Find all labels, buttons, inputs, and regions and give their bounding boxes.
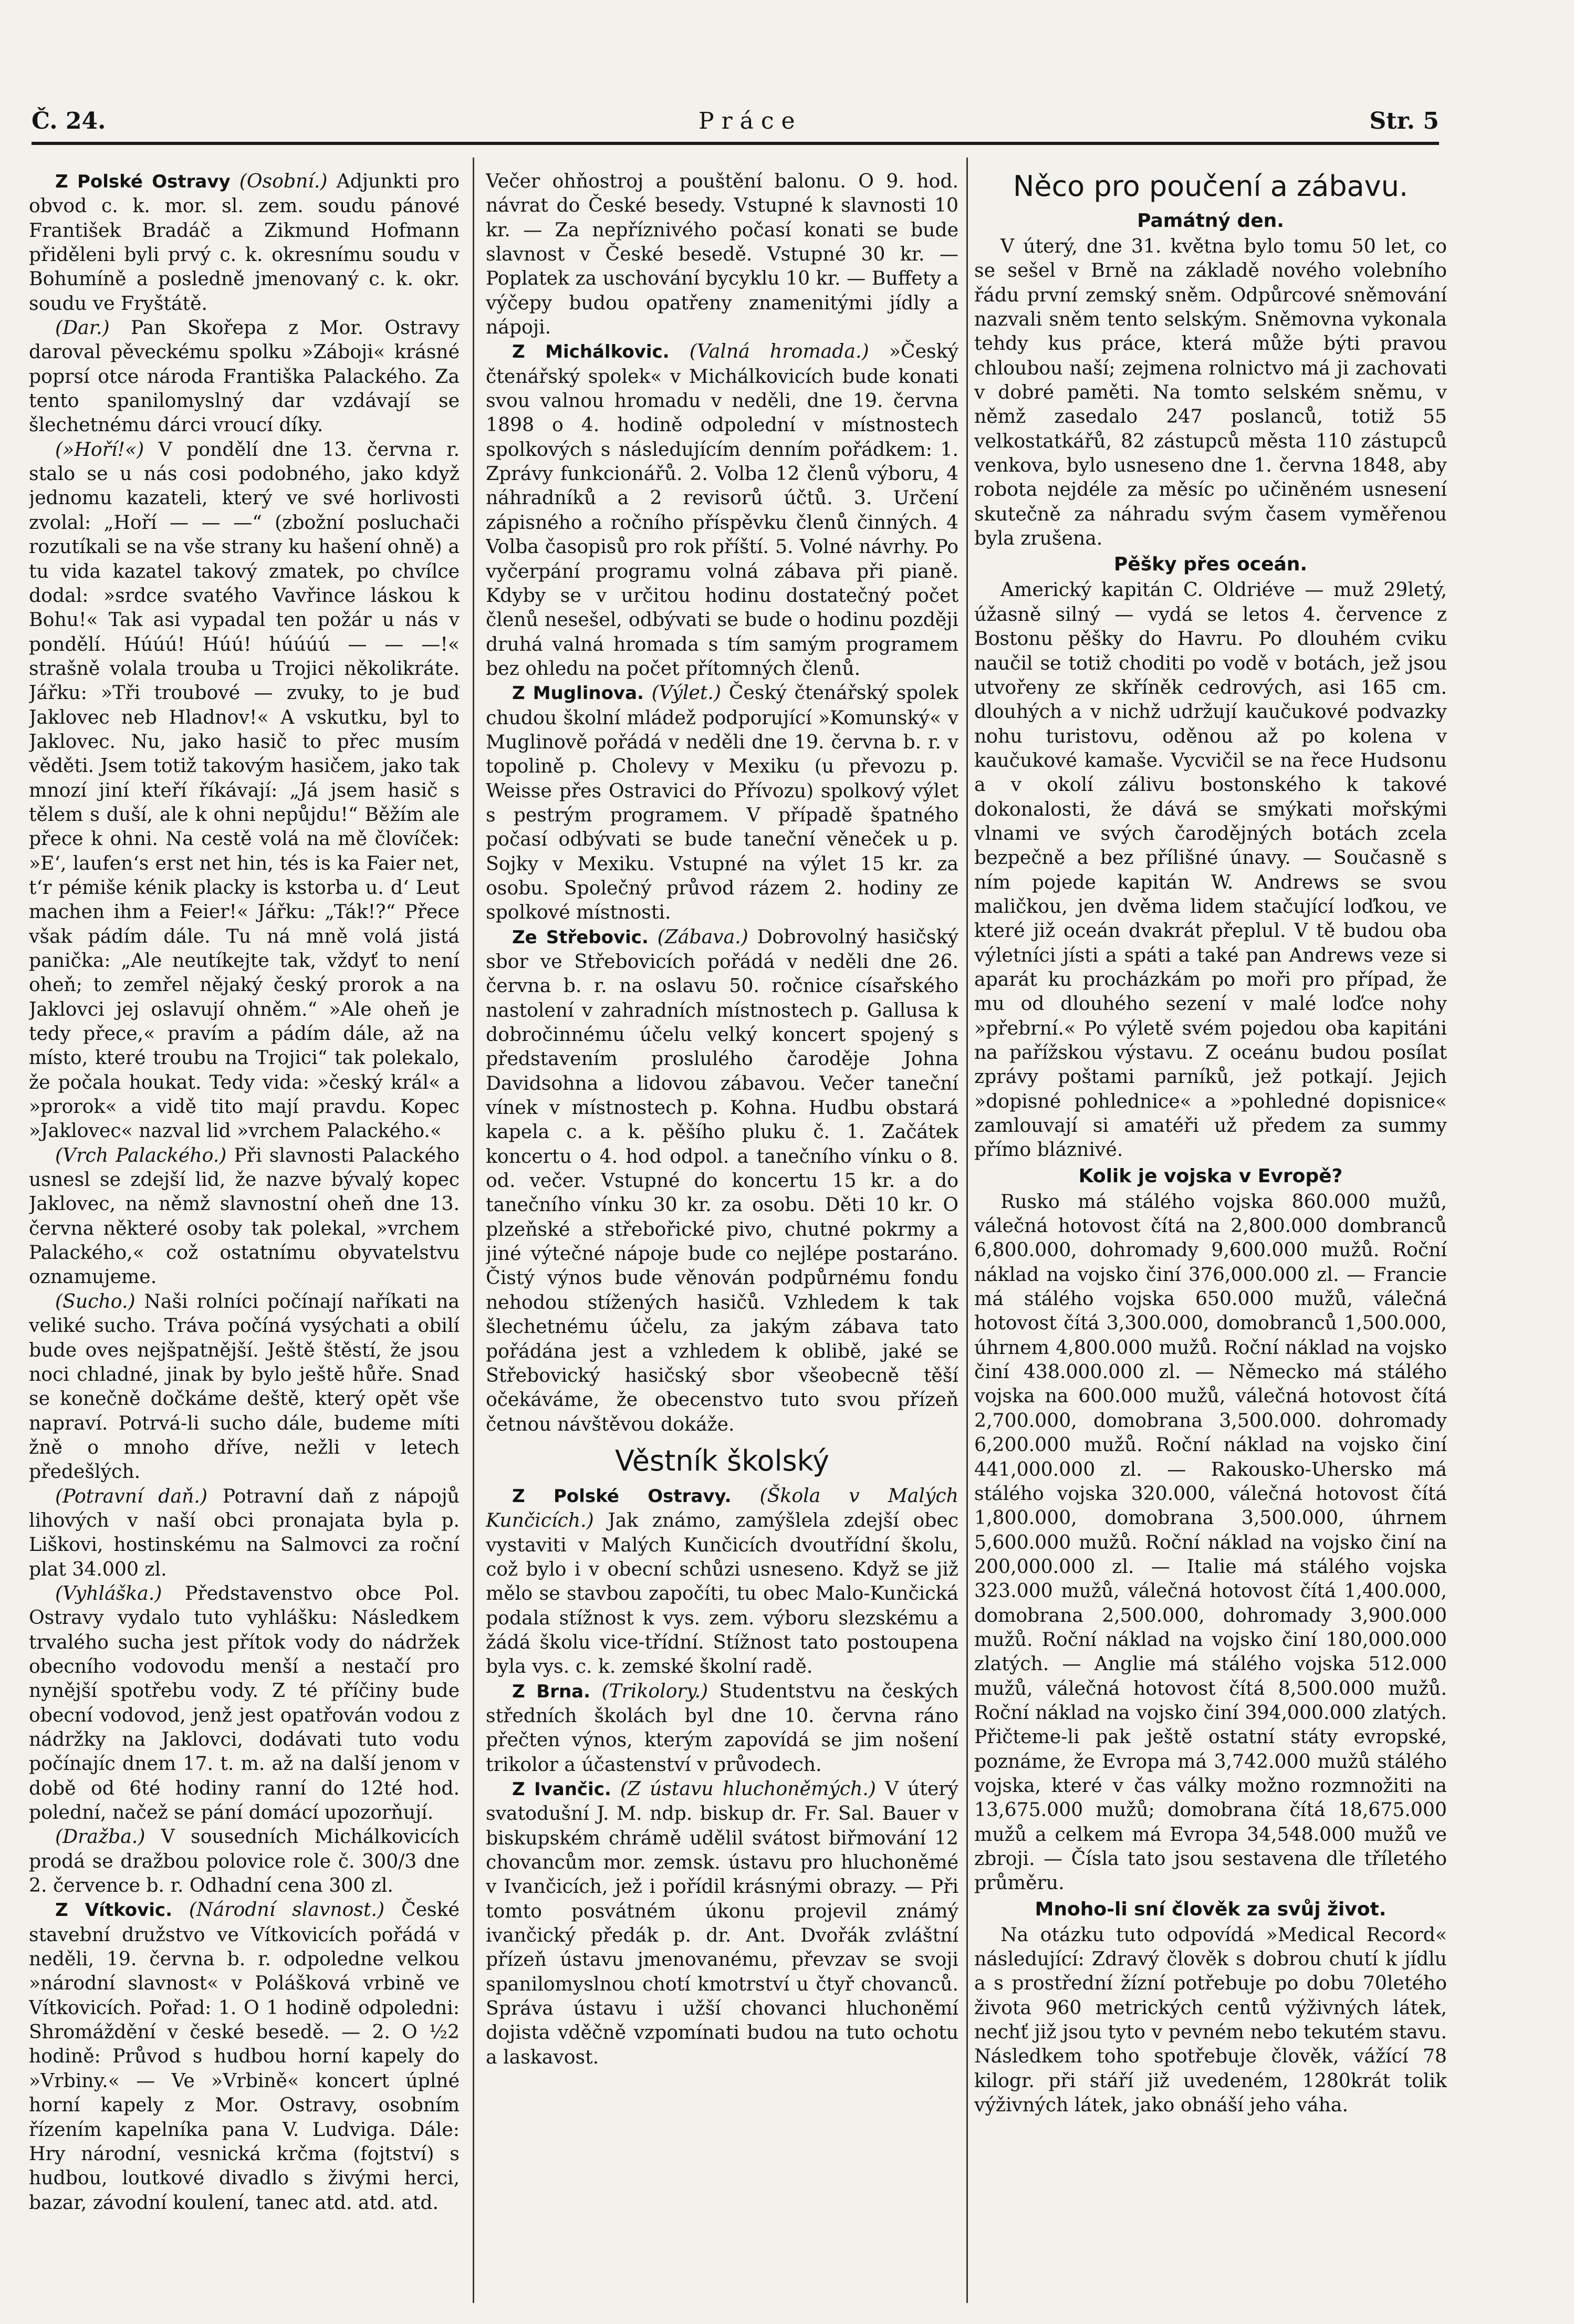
section-title: Věstník školský xyxy=(615,1444,829,1477)
column-divider xyxy=(473,158,474,2303)
article-paragraph: V úterý, dne 31. května bylo tomu 50 let, co se sešel v Brně na základě nového volebního řádu první zemský sněm. Odpůrcové sněmování nazvali sněm tento selským. Sněmovna vykonala tehdy kus práce, která může býti pravou chloubou naší; zejmena rolnictvo má ji zachovati v dobré paměti. Na tomto selském sněmu, v němž zasedalo 247 poslanců, totiž 55 velkostatkářů, 82 zástupců města 110 zástupců venkova, bylo usneseno dne 1. června 1848, aby robota nejdéle za měsíc po učiněném usnesení skutečně za náhradu svým časem vyměřenou byla zrušena. xyxy=(974,235,1447,550)
item-subject: (Trikolory.) xyxy=(601,1679,708,1702)
item-subject: (Dar.) xyxy=(55,316,110,339)
item-subject: (Z ústavu hluchoněmých.) xyxy=(620,1777,876,1800)
article-paragraph: Na otázku tuto odpovídá »Medical Record« následující: Zdravý člověk s dobrou chutí k jídlu a s prostřední žízní potřebuje po dobu 70letého života 960 metrických centů výživných látek, nechť již jsou tyto v pevném nebo tekutém stavu. Následkem toho spotřebuje člověk, vážící 78 kilogr. při stáří již uvedeném, 1280krát tolik výživných látek, jako obnáší jeho váha. xyxy=(974,1923,1447,2117)
article-heading: Kolik je vojska v Evropě? xyxy=(1078,1165,1343,1187)
column-3 xyxy=(974,169,1447,2312)
item-place: Z Polské Ostravy xyxy=(55,171,231,192)
item-place: Z Vítkovic. xyxy=(55,1900,172,1921)
news-item xyxy=(29,1143,460,1289)
item-subject: (Vyhláška.) xyxy=(55,1581,162,1604)
item-subject: (Výlet.) xyxy=(651,681,722,704)
news-item xyxy=(29,1898,460,2214)
article-heading: Mnoho-li sní člověk za svůj život. xyxy=(1035,1898,1387,1920)
item-subject: (Sucho.) xyxy=(55,1289,135,1312)
item-subject: (Vrch Palackého.) xyxy=(55,1143,227,1166)
item-subject: (»Hoří!«) xyxy=(55,437,144,461)
item-text: V sousedních Michálkovicích prodá se dražbou polovice role č. 300/3 dne 2. července b. r. Odhadní cena 300 zl. xyxy=(29,1825,460,1897)
news-item xyxy=(486,339,958,681)
item-text: Naši rolníci počínají naříkati na veliké sucho. Tráva počíná vysýchati a obilí bude oves nejšpatnější. Ještě štěstí, že jsou noci chladné, jinak by bylo ještě hůře. Snad se konečně dočkáme deště, který opět vše napraví. Potrvá-li sucho dále, budeme míti žně o mnoho dříve, nežli v letech předešlých. xyxy=(29,1289,460,1483)
item-text: »Český čtenářský spolek« v Michálkovicích bude konati svou valnou hromadu v neděli, dne 19. června 1898 o 4. hodině odpolední v místnostech spolkových s následujícím denním pořádkem: 1. Zprávy funkcionářů. 2. Volba 12 členů výboru, 4 náhradníků a 2 revisorů účtů. 3. Určení zápisného a ročního příspěvku členů činných. 4 Volba časopisů pro rok příští. 5. Volné návrhy. Po vyčerpání programu volná zábava při pianě. Kdyby se v určitou hodinu dostatečný počet členů nesešel, odbývati se bude o hodinu později druhá valná hromada s tím samým programem bez ohledu na počet přítomných členů. xyxy=(486,340,958,680)
news-item xyxy=(29,1484,460,1581)
news-item xyxy=(29,1581,460,1825)
item-subject: (Valná hromada.) xyxy=(689,340,869,363)
item-place: Z Muglinova. xyxy=(512,683,644,704)
item-place: Ze Střebovic. xyxy=(512,926,649,948)
article-heading: Pěšky přes oceán. xyxy=(1113,554,1308,576)
item-text: Večer ohňostroj a pouštění balonu. O 9. hod. návrat do České besedy. Vstupné k slavnosti 10 kr. — Za nepříznivého počasí konati se bude slavnost v České besedě. Vstupné 30 kr. — Poplatek za uschování bycyklu 10 kr. — Buffety a výčepy budou opatřeny znamenitými jídly a nápoji. xyxy=(486,170,958,339)
news-item xyxy=(29,169,460,316)
item-text: Pan Skořepa z Mor. Ostravy daroval pěveckému spolku »Záboji« krásné poprsí otce národa Františka Palackého. Za tento spanilomyslný dar vzdávají se šlechetnému dárci vroucí díky. xyxy=(29,316,460,436)
item-text: Český čtenářský spolek chudou školní mládež podporující »Komunský« v Muglinově pořádá v neděli dne 19. června b. r. v topolině p. Cholevy v Mexiku (u převozu p. Weisse přes Ostravici do Přívozu) spolkový výlet s pestrým programem. V případě špatného počasí odbývati se bude taneční věneček u p. Sojky v Mexiku. Vstupné na výlet 15 kr. za osobu. Společný průvod rázem 2. hodiny ze spolkové místnosti. xyxy=(486,681,958,924)
item-place: Z Ivančic. xyxy=(512,1779,611,1800)
header-rule xyxy=(32,142,1439,145)
column-2 xyxy=(486,169,958,2312)
news-item xyxy=(29,1289,460,1484)
item-subject: (Osobní.) xyxy=(239,170,328,192)
news-item xyxy=(486,1679,958,1777)
news-item xyxy=(486,169,958,339)
item-text: Při slavnosti Palackého usnesl se zdejší lid, že nazve bývalý kopec Jaklovec, na němž slavnostní oheň dne 13. června některé osoby tak polekal, »vrchem Palackého,« což ostatnímu obyvatelstvu oznamujeme. xyxy=(29,1143,460,1288)
item-text: V pondělí dne 13. června r. stalo se u nás cosi podobného, jako když jednomu kazateli, který ve své horlivosti zvolal: „Hoří — — —“ (zbožní posluchači rozutíkali se na vše strany ku hašení ohně) a tu vida kazatel takový zmatek, po chvílce dodal: »srdce svatého Vavřince láskou k Bohu!« Tak asi vypadal ten požár u nás v pondělí. Húúú! Húú! húúúú — — —!« strašně volala trouba u Trojici několikráte. Jářku: »Tři troubové — zvuky, to je buď Jaklovec neb Hladnov!« A vskutku, byl to Jaklovec. Nu, jako hasič to přec musím věděti. Jsem totiž takovým hasičem, jako tak mnozí jiní kteří říkávají: „Já jsem hasič s tělem s duší, ale k ohni nepůjdu!“ Běžím ale přece k ohni. Na cestě volá na mě človíček: »E‘, laufen‘s erst net hin, tés is ka Faier net, t‘r pémiše kénik placky is kstorba u. d‘ Leut machen ihm a Feier!« Jářku: „Ták!?“ Přece však pádím dále. Tu ná mně volá jistá panička: „Ale neutíkejte tak, vždyť to není oheň; to zemřel nějaký český prorok a na Jaklovci jej oslavují ohněm.“ »Ale oheň je tedy přece,« pravím a pádím dále, až na místo, které troubu na Trojici“ tak polekalo, že počala houkat. Tedy vida: »český král« a »prorok« a vidě tito mají pravdu. Kopec »Jaklovec« nazval lid »vrchem Palackého.« xyxy=(29,437,460,1142)
item-subject: (Národní slavnost.) xyxy=(189,1898,385,1921)
item-subject: (Dražba.) xyxy=(55,1825,145,1848)
section-title: Něco pro poučení a zábavu. xyxy=(1013,170,1409,203)
column-divider xyxy=(966,158,968,2303)
item-text: Jak známo, zamýšlela zdejší obec vystaviti v Malých Kunčicích dvoutřídní školu, což bylo i v obecní schůzi usneseno. Když se již mělo se stavbou započíti, tu obec Malo-Kunčická podala stížnost k vys. zem. výboru slezskému a žádá školu vice-třídní. Stížnost tato postoupena byla vys. c. k. zemské školní radě. xyxy=(486,1509,958,1678)
item-text: České stavební družstvo ve Vítkovicích pořádá v neděli, 19. června b. r. odpoledne velkou »národní slavnost« v Polášková vrbině ve Vítkovicích. Pořad: 1. O 1 hodině odpoledni: Shromáždění v české besedě. — 2. O ½2 hodině: Průvod s hudbou horní kapely do »Vrbiny.« — Ve »Vrbině« koncert úplné horní kapely z Mor. Ostravy, osobním řízením kapelníka pana V. Ludviga. Dále: Hry národní, vesnická krčma (fojtství) s hudbou, loutkové divadlo s živými herci, bazar, závodní koulení, tanec atd. atd. atd. xyxy=(29,1898,460,2214)
article-paragraph: Americký kapitán C. Oldriéve — muž 29letý, úžasně silný — vydá se letos 4. července z Bostonu pěšky do Havru. Po dlouhém cviku naučil se totiž choditi po vodě v botách, jež jsou utvořeny ze skříněk cedrových, asi 165 cm. dlouhých a v nichž udržují kaučukové podvazky nohu turistovu, oděnou až po kolena v kaučukové kamaše. Vycvičil se na řece Hudsonu a v okolí zálivu bostonského k takové dokonalosti, že dává se smýkati mořskými vlnami ve svých čarodějných botách zcela bezpečně a bez přílišné únavy. — Současně s ním pojede kapitán W. Andrews se svou maličkou, jen dvěma lidem stačující loďkou, ve které již oceán dvakrát přeplul. V tě budou oba výletníci jísti a spáti a také pan Andrews veze si aparát ku procházkám po moři pro případ, že mu od dlouhého sezení v malé loďce nohy »přebrní.« Po výletě svém pojedou oba kapitáni na pařížskou výstavu. Z oceánu budou posílat zprávy poštami parníků, jež potkají. Jejich »dopisné pohlednice« a »pohledné dopisnice« zamlouvají si amatéři už předem za summy přímo bláznivé. xyxy=(974,578,1447,1161)
item-text: V úterý svatodušní J. M. ndp. biskup dr. Fr. Sal. Bauer v biskupském chrámě udělil svátost biřmování 12 chovancům mor. zemsk. ústavu pro hluchoněmé v Ivančicích, jež i pořídil krásnými obrazy. — Při tomto posvátném úkonu projevil známý ivančický předák p. dr. Ant. Dvořák zvláštní přízeň ústavu jmenovanému, převzav se svoji spanilomyslnou chotí kmotrství u čtyř chovanců. Správa ústavu i užší chovanci hluchoněmí dojista vděčně vzpomínati budou na tuto ochotu a laskavost. xyxy=(486,1777,958,2068)
item-text: Dobrovolný hasičský sbor ve Střebovicích pořádá v neděli dne 26. června b. r. na oslavu 50. ročnice císařského nastolení v zahradních místnostech p. Gallusa k dobročinnému účelu velký koncert spojený s představením proslulého čaroděje Johna Davidsohna a lidovou zábavou. Večer taneční vínek v místnostech p. Kohna. Hudbu obstará kapela c. a k. pěšího pluku č. 1. Začátek koncertu o 4. hod odpol. a tanečního vínku o 8. od. večer. Vstupné do koncertu 15 kr. a do tanečního vínku 30 kr. za osobu. Děti 10 kr. O plzeňské a střebořické pivo, chutné pokrmy a jiné výtečné nápoje bude co nejlépe postaráno. Čistý výnos bude věnován podpůrnému fondu nehodou stížených hasičů. Vzhledem k tak šlechetnému účelu, za jakým zábava tato pořádána jest a vzhledem k oblibě, jaké se Střebovický hasičský sbor všeobecně těší očekáváme, že obecenstvo tuto svou přízeň četnou návštěvou dokáže. xyxy=(486,925,958,1435)
item-subject: (Škola v Malých Kunčicích.) xyxy=(486,1484,958,1532)
news-item xyxy=(29,1825,460,1898)
news-item xyxy=(486,1484,958,1679)
news-item xyxy=(486,925,958,1436)
item-place: Z Polské Ostravy. xyxy=(512,1485,732,1507)
item-text: Potravní daň z nápojů lihových v naší obci pronajata byla p. Liškovi, hostinskému na Salmovci za roční plat 34.000 zl. xyxy=(29,1484,460,1580)
item-subject: (Potravní daň.) xyxy=(55,1484,207,1507)
item-subject: (Zábava.) xyxy=(657,925,748,948)
item-place: Z Brna. xyxy=(512,1681,591,1702)
item-text: Představenstvo obce Pol. Ostravy vydalo tuto vyhlášku: Následkem trvalého sucha jest přítok vody do nádržek obecního vodovodu menší a nestačí pro nynější spotřebu vody. Z té příčiny bude obecní vodovod, jenž jest opatřován vodou z nádržky na Jaklovci, dodávati tuto vodu počínajíc dnem 17. t. m. až na další jenom v době od 6té hodiny ranní do 12té hod. polední, načež se pání domácí upozorňují. xyxy=(29,1581,460,1824)
article-heading: Památný den. xyxy=(1137,210,1284,232)
issue-number: Č. 24. xyxy=(32,108,106,134)
news-item xyxy=(486,681,958,924)
article-paragraph: Rusko má stálého vojska 860.000 mužů, válečná hotovost čítá na 2,800.000 dombranců 6,800.000, dohromady 9,600.000 mužů. Roční náklad na vojsko činí 376,000.000 zl. — Francie má stálého vojska 650.000 mužů, válečná hotovost čítá 3,300.000, domobranců 1,500.000, úhrnem 4,800.000 mužů. Roční náklad na vojsko činí 438.000.000 zl. — Německo má stálého vojska na 600.000 mužů, válečná hotovost čítá 2,700.000, domobrana 3,500.000. dohromady 6,200.000 mužů. Roční náklad na vojsko činí 441,000.000 zl. — Rakousko-Uhersko má stálého vojska 320.000, válečná hotovost čítá 1,800.000, domobrana 3,500.000, úhrnem 5,600.000 mužů. Roční náklad na vojsko činí na 200,000.000 zl. — Italie má stálého vojska 323.000 mužů, válečná hotovost čítá 1,400.000, domobrana 2,500.000, dohromady 3,900.000 mužů. Roční náklad na vojsko činí 180,000.000 zlatých. — Anglie má stálého vojska 512.000 mužů, válečná hotovost čítá 8,500.000 mužů. Roční náklad na vojsko činí 394,000.000 zlatých. Přičteme-li pak ještě ostatní státy evropské, poznáme, že Evropa má 3,742.000 mužů stálého vojska, které v čas války možno rozmnožiti na 13,675.000 mužů; domobrana čítá 18,675.000 mužů a celkem má Evropa 34,548.000 mužů ve zbroji. — Čísla tato jsou sestavena dle tříletého průměru. xyxy=(974,1190,1447,1894)
page-header xyxy=(32,108,1439,144)
item-text: Adjunkti pro obvod c. k. mor. sl. zem. soudu pánové František Bradáč a Zikmund Hofmann přiděleni byli prvý c. k. okresnímu soudu v Bohumíně a posledně jmenovaný c. k. okr. soudu ve Fryštátě. xyxy=(29,170,460,315)
page-number: Str. 5 xyxy=(1369,108,1439,134)
item-place: Z Michálkovic. xyxy=(512,341,670,363)
news-item xyxy=(29,316,460,437)
news-item xyxy=(486,1777,958,2069)
news-item xyxy=(29,437,460,1143)
newspaper-title: Práce xyxy=(699,108,802,134)
column-1 xyxy=(29,169,460,2312)
item-text: Studentstvu na českých středních školách byl dne 10. června ráno přečten výnos, kterým zapovídá se jim nošení trikolor a účastenství v průvodech. xyxy=(486,1679,958,1776)
